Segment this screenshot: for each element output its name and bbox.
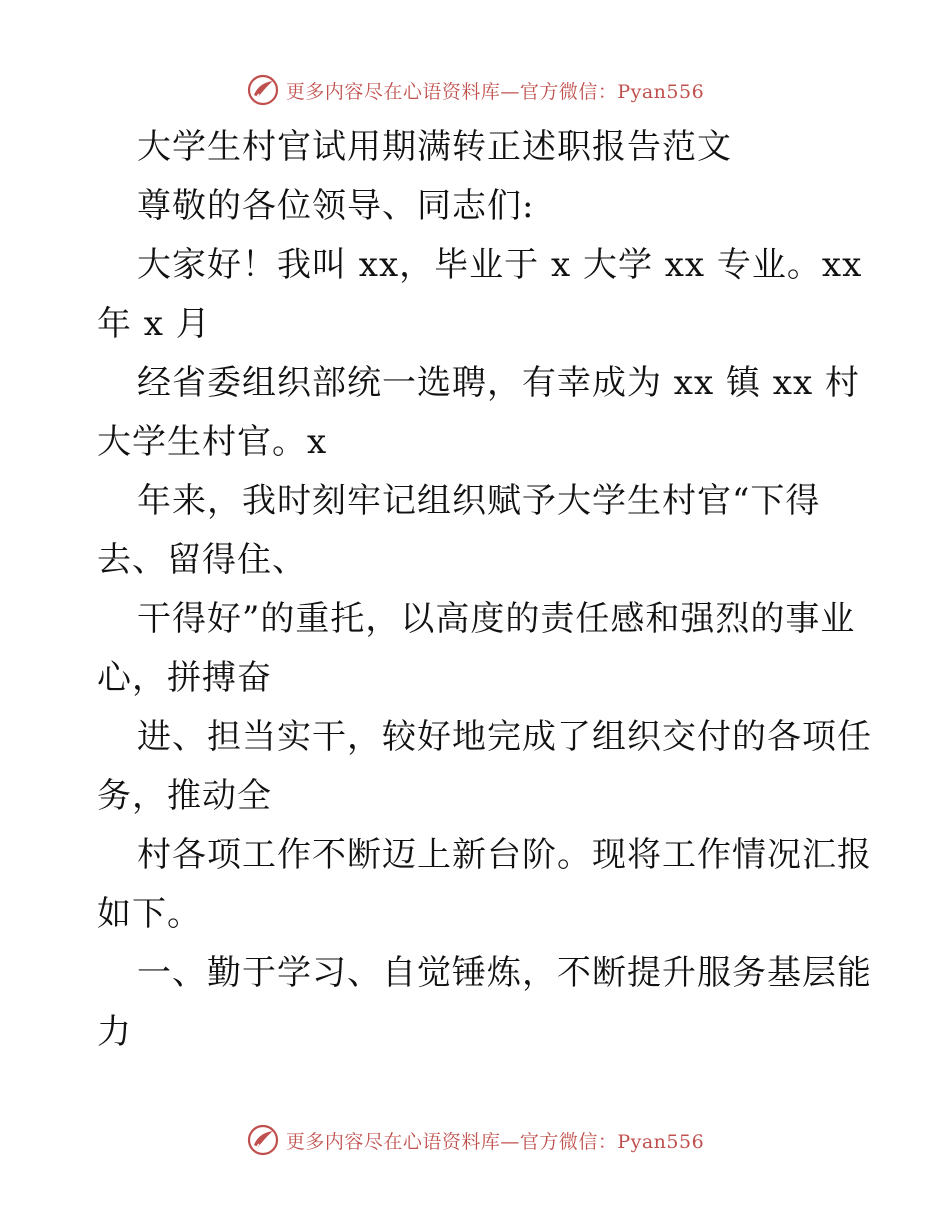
- paragraph-line: 去、留得住、: [97, 540, 307, 580]
- pen-logo-icon: [246, 73, 280, 107]
- paragraph-line: 心，拼搏奋: [97, 658, 272, 698]
- document-title: 大学生村官试用期满转正述职报告范文: [137, 127, 732, 167]
- section-heading-continued: 力: [97, 1012, 132, 1052]
- watermark-text: 更多内容尽在心语资料库—官方微信：Pyan556: [285, 1130, 705, 1153]
- paragraph-line: 年 x 月: [97, 304, 211, 344]
- salutation: 尊敬的各位领导、同志们:: [137, 186, 535, 226]
- paragraph-line: 如下。: [97, 894, 202, 934]
- header-watermark: [0, 70, 950, 110]
- footer-watermark: [0, 1120, 950, 1160]
- paragraph-line: 年来，我时刻牢记组织赋予大学生村官“下得: [137, 481, 821, 521]
- paragraph-line: 经省委组织部统一选聘，有幸成为 xx 镇 xx 村: [137, 363, 860, 403]
- paragraph-line: 务，推动全: [97, 776, 272, 816]
- paragraph-line: 干得好”的重托，以高度的责任感和强烈的事业: [137, 599, 856, 639]
- paragraph-line: 大学生村官。x: [97, 422, 328, 462]
- paragraph-line: 进、担当实干，较好地完成了组织交付的各项任: [137, 717, 872, 757]
- pen-logo-icon: [246, 1123, 280, 1157]
- paragraph-line: 村各项工作不断迈上新台阶。现将工作情况汇报: [137, 835, 872, 875]
- watermark-text: 更多内容尽在心语资料库—官方微信：Pyan556: [285, 80, 705, 103]
- section-heading: 一、勤于学习、自觉锤炼，不断提升服务基层能: [137, 953, 872, 993]
- paragraph-line: 大家好！我叫 xx，毕业于 x 大学 xx 专业。xx: [137, 245, 863, 285]
- document-body: [97, 118, 872, 1062]
